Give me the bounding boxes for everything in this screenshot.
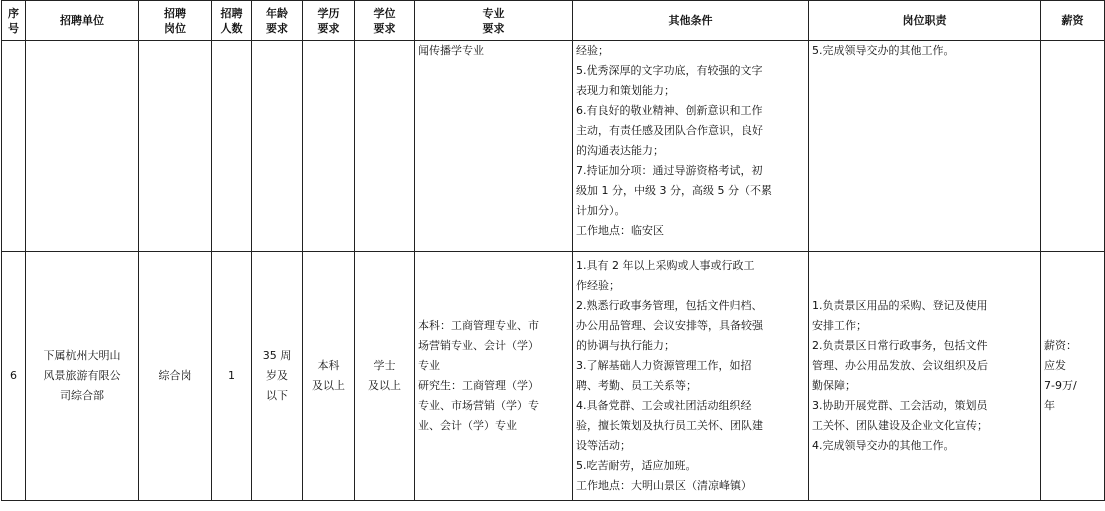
cont-count-cell (212, 41, 252, 252)
cont-other-cell: 经验； 5.优秀深厚的文字功底，有较强的文字 表现力和策划能力； 6.有良好的敬业精神、创新意识和工作 主动，有责任感及团队合作意识，良好 的沟通表达能力； 7.持证加分项：通过导游资格考试，初 级加 1 分，中级 3 分，高级 5 分（不累 计加分）。 工作地点：临安区 (573, 41, 809, 252)
row6-count: 1 (212, 252, 252, 501)
header-degree: 学位 要求 (355, 1, 415, 41)
table-row-continued (2, 41, 1105, 252)
header-unit: 招聘单位 (26, 1, 139, 41)
row6-seq: 6 (2, 252, 26, 501)
row6-age: 35 周 岁及 以下 (252, 252, 303, 501)
row6-unit: 下属杭州大明山 风景旅游有限公 司综合部 (26, 252, 139, 501)
header-salary: 薪资 (1041, 1, 1105, 41)
row6-major: 本科：工商管理专业、市 场营销专业、会计（学） 专业 研究生：工商管理（学） 专业、市场营销（学）专 业、会计（学）专业 (415, 252, 573, 501)
row6-other: 1.具有 2 年以上采购或人事或行政工 作经验； 2.熟悉行政事务管理，包括文件归档、 办公用品管理、会议安排等，具备较强 的协调与执行能力； 3.了解基础人力资源管理工作，如招 聘、考勤、员工关系等； 4.具备党群、工会或社团活动组织经 验，擅长策划及执行员工关怀、团队建 设等活动； 5.吃苦耐劳，适应加班。 工作地点：大明山景区（清凉峰镇） (573, 252, 809, 501)
header-age: 年龄 要求 (252, 1, 303, 41)
row6-duties: 1.负责景区用品的采购、登记及使用 安排工作； 2.负责景区日常行政事务，包括文件 管理、办公用品发放、会议组织及后 勤保障； 3.协助开展党群、工会活动，策划员 工关怀、团队建设及企业文化宣传； 4.完成领导交办的其他工作。 (809, 252, 1041, 501)
cont-seq-cell (2, 41, 26, 252)
header-position: 招聘 岗位 (139, 1, 212, 41)
cont-duties-cell: 5.完成领导交办的其他工作。 (809, 41, 1041, 252)
table-row-6 (2, 252, 1105, 501)
cont-major-cell: 闻传播学专业 (415, 41, 573, 252)
recruitment-table (1, 0, 1105, 501)
header-other: 其他条件 (573, 1, 809, 41)
header-education: 学历 要求 (303, 1, 355, 41)
row6-education: 本科 及以上 (303, 252, 355, 501)
header-count: 招聘 人数 (212, 1, 252, 41)
row6-salary: 薪资： 应发 7-9万/ 年 (1041, 252, 1105, 501)
header-seq: 序 号 (2, 1, 26, 41)
row6-degree: 学士 及以上 (355, 252, 415, 501)
cont-position-cell (139, 41, 212, 252)
cont-salary-cell (1041, 41, 1105, 252)
header-major: 专业 要求 (415, 1, 573, 41)
row6-position: 综合岗 (139, 252, 212, 501)
cont-degree-cell (355, 41, 415, 252)
cont-education-cell (303, 41, 355, 252)
cont-unit-cell (26, 41, 139, 252)
header-duties: 岗位职责 (809, 1, 1041, 41)
cont-age-cell (252, 41, 303, 252)
header-row (2, 1, 1105, 41)
